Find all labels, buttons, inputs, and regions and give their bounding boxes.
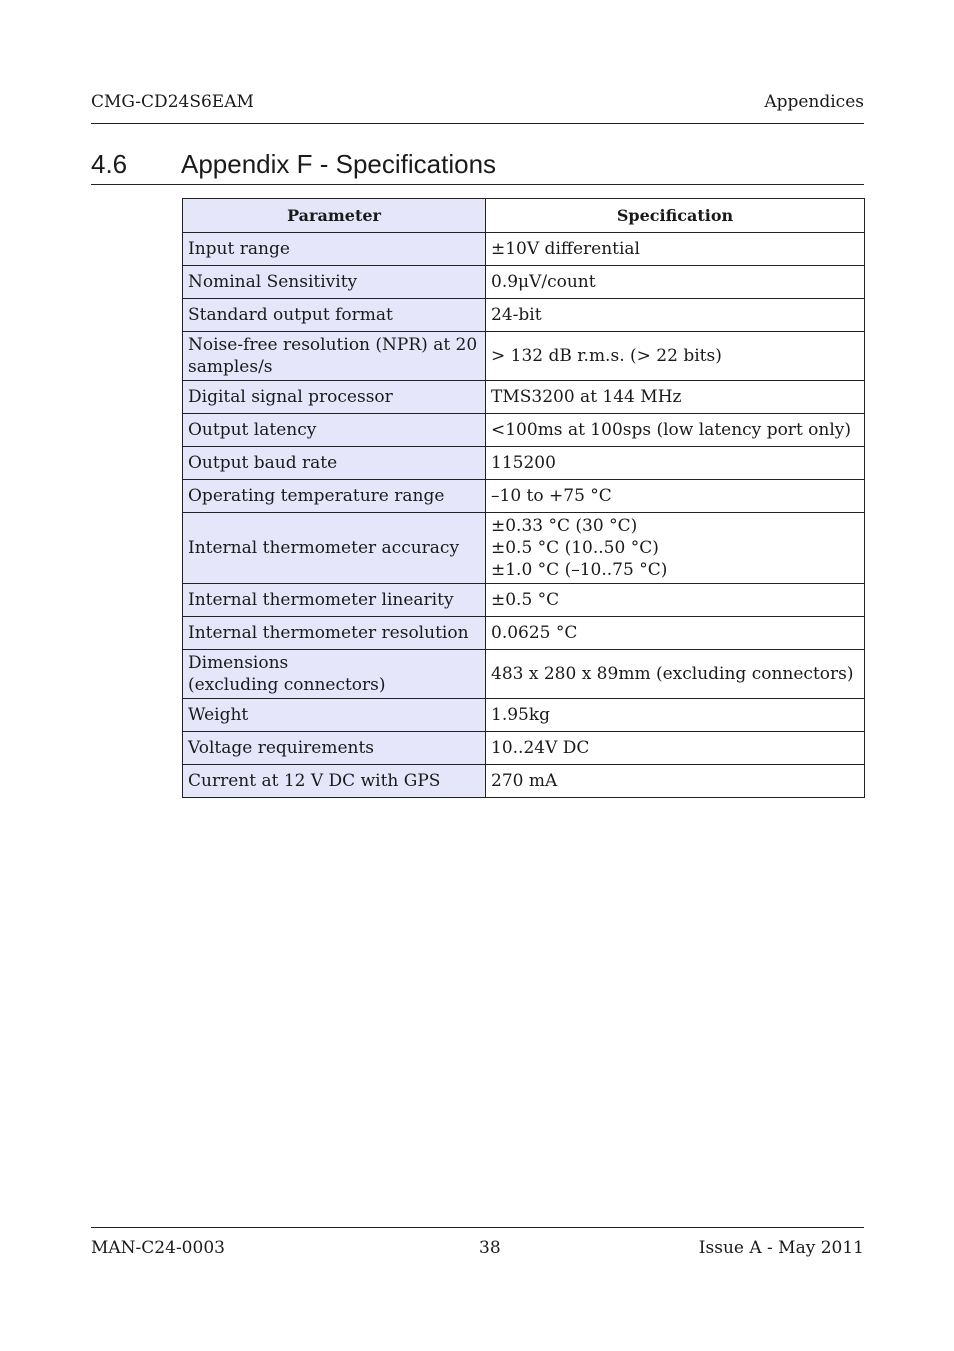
page-footer [91,1236,864,1260]
specification-cell-line: 115200 [491,453,556,473]
parameter-cell-line: Internal thermometer resolution [188,623,469,643]
table-row [183,650,865,699]
parameter-cell [183,381,486,414]
parameter-cell-line: Dimensions [188,653,289,673]
specification-cell [486,381,865,414]
section-title: Appendix F - Specifications [181,148,497,179]
parameter-cell [183,299,486,332]
specifications-table [182,198,865,798]
specification-cell [486,414,865,447]
parameter-cell-line: Voltage requirements [188,738,375,758]
issue-date: Issue A - May 2011 [698,1238,864,1258]
table-row [183,617,865,650]
parameter-cell-line: Output latency [188,420,317,440]
specification-cell-line: 483 x 280 x 89mm (excluding connectors) [491,664,854,684]
table-row [183,513,865,584]
parameter-cell [183,414,486,447]
table-row [183,233,865,266]
parameter-cell [183,650,486,699]
section-divider [91,184,864,185]
specification-cell [486,480,865,513]
parameter-cell-line: Digital signal processor [188,387,393,407]
parameter-cell-line: Internal thermometer accuracy [188,538,460,558]
parameter-cell-line: samples/s [188,357,273,377]
parameter-cell-line: Operating temperature range [188,486,445,506]
table-row [183,299,865,332]
section-number: 4.6 [91,148,128,179]
chapter-name: Appendices [764,92,864,112]
specification-cell-line: 0.0625 °C [491,623,578,643]
specification-cell [486,650,865,699]
table-row [183,584,865,617]
parameter-cell [183,765,486,798]
specification-cell-line: 24-bit [491,305,542,325]
parameter-cell [183,266,486,299]
parameter-cell-line: Input range [188,239,290,259]
page-number: 38 [479,1238,501,1258]
manual-number: MAN-C24-0003 [91,1238,225,1258]
table-row [183,699,865,732]
parameter-cell-line: Standard output format [188,305,393,325]
document-id: CMG-CD24S6EAM [91,92,254,112]
specification-cell-line: 10..24V DC [491,738,590,758]
parameter-cell-line: Current at 12 V DC with GPS [188,771,441,791]
specification-cell-line: –10 to +75 °C [491,486,612,506]
table-row [183,732,865,765]
specification-cell-line: > 132 dB r.m.s. (> 22 bits) [491,346,722,366]
specification-cell [486,332,865,381]
section-heading [91,146,864,182]
specification-cell [486,233,865,266]
table-header-row [183,199,865,233]
specification-cell [486,584,865,617]
parameter-cell-line: (excluding connectors) [188,675,386,695]
parameter-cell [183,332,486,381]
parameter-cell-line: Output baud rate [188,453,338,473]
specification-cell [486,266,865,299]
parameter-cell [183,513,486,584]
parameter-cell [183,233,486,266]
specification-cell-line: 270 mA [491,771,558,791]
parameter-cell-line: Weight [188,705,249,725]
specification-cell-line: ±0.5 °C (10..50 °C) [491,538,659,558]
specification-cell-line: 0.9μV/count [491,272,596,292]
specification-cell [486,699,865,732]
parameter-cell-line: Noise-free resolution (NPR) at 20 [188,335,478,355]
specification-cell [486,299,865,332]
parameter-cell [183,480,486,513]
parameter-cell [183,617,486,650]
parameter-cell [183,447,486,480]
specification-cell [486,732,865,765]
table-row [183,447,865,480]
table-row [183,414,865,447]
parameter-cell-line: Internal thermometer linearity [188,590,454,610]
table-row [183,480,865,513]
specification-cell-line: ±0.33 °C (30 °C) [491,516,638,536]
specification-cell-line: TMS3200 at 144 MHz [491,387,682,407]
table-row [183,332,865,381]
table-row [183,266,865,299]
page-header [91,90,864,114]
specification-cell-line: <100ms at 100sps (low latency port only) [491,420,852,440]
specification-cell [486,617,865,650]
column-header-specification: Specification [486,199,865,233]
specification-cell [486,513,865,584]
footer-divider [91,1227,864,1228]
parameter-cell [183,699,486,732]
parameter-cell [183,732,486,765]
table-row [183,381,865,414]
column-header-parameter: Parameter [183,199,486,233]
specification-cell-line: 1.95kg [491,705,551,725]
specification-cell-line: ±0.5 °C [491,590,560,610]
specification-cell [486,765,865,798]
specification-cell [486,447,865,480]
table-body [183,233,865,798]
parameter-cell-line: Nominal Sensitivity [188,272,358,292]
parameter-cell [183,584,486,617]
table-row [183,765,865,798]
specification-cell-line: ±10V differential [491,239,640,259]
header-divider [91,123,864,124]
specification-cell-line: ±1.0 °C (–10..75 °C) [491,560,668,580]
